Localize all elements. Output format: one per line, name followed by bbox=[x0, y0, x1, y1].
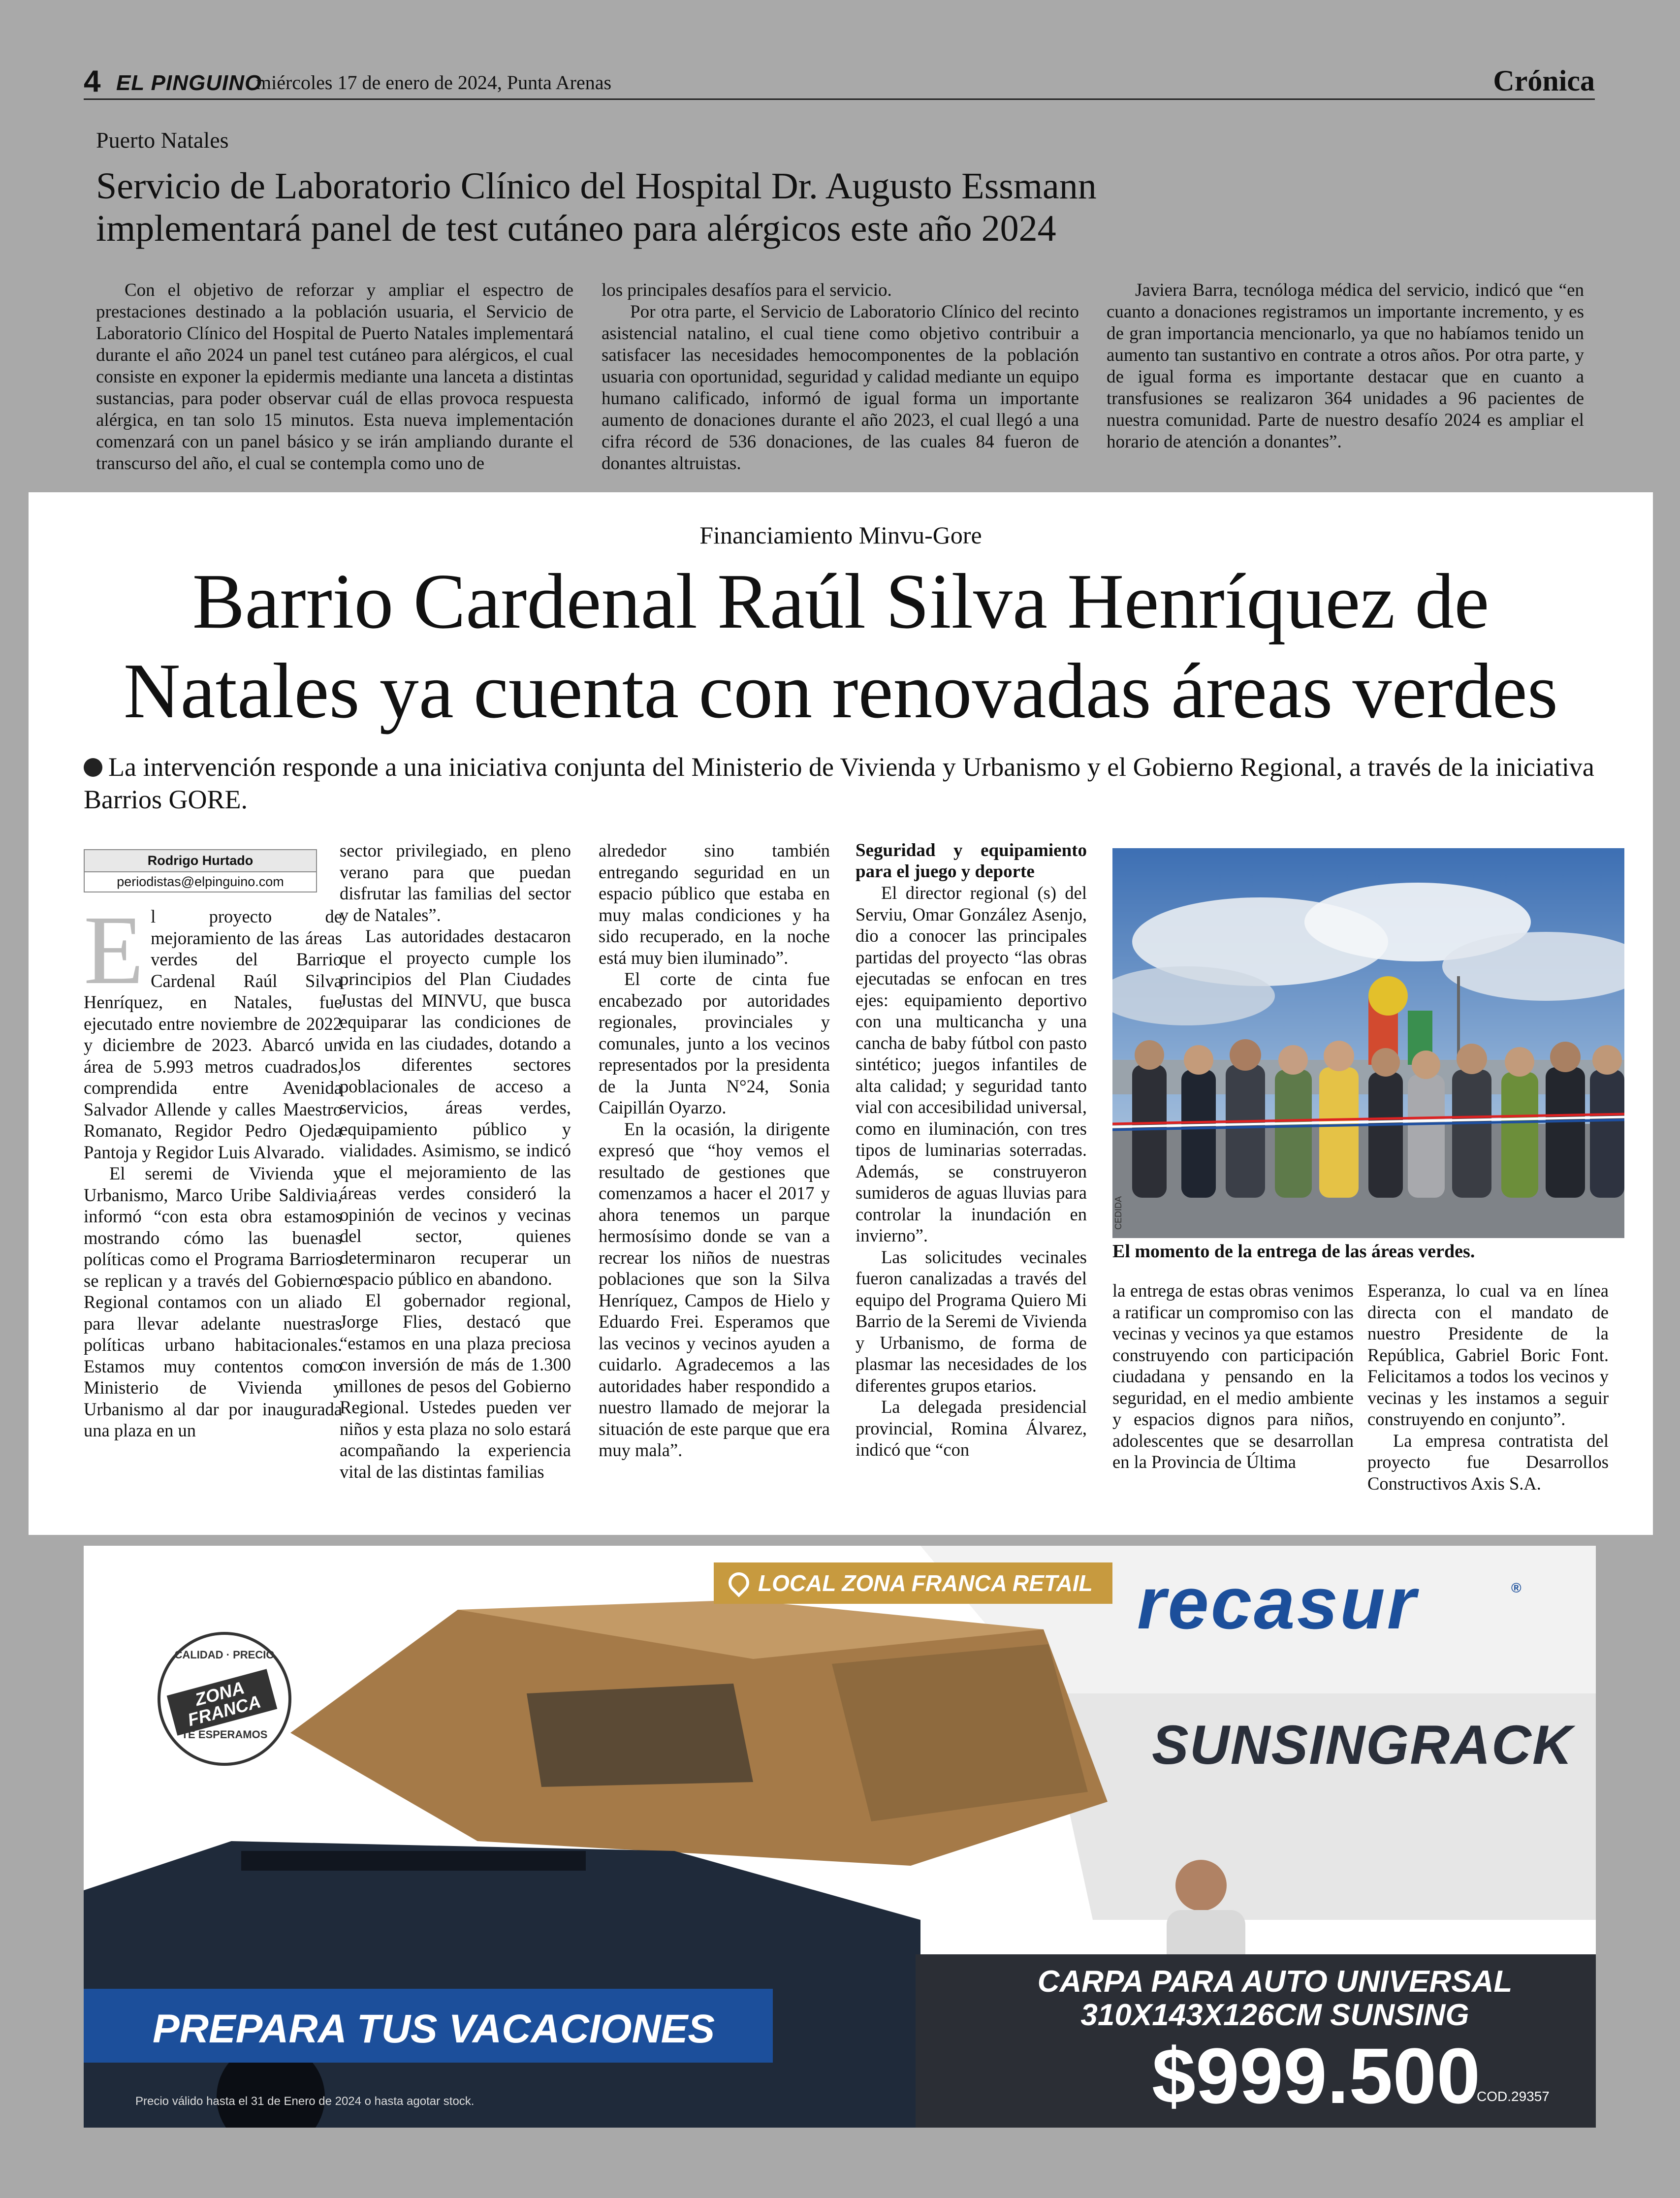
paragraph: La delegada presidencial provincial, Romina Álvarez, indicó que “con bbox=[856, 1397, 1087, 1460]
main-article-headline bbox=[78, 556, 1604, 735]
paragraph: Las solicitudes vecinales fueron canalizadas a través del equipo del Programa Quiero Mi Barrio de la Seremi de Vivienda y Urbanismo, de forma de plasmar las necesidades de los diferentes grupos etarios. bbox=[856, 1246, 1087, 1396]
seal-center-text: ZONA FRANCA bbox=[167, 1669, 278, 1735]
byline-author: Rodrigo Hurtado bbox=[85, 850, 316, 872]
drop-cap: E bbox=[84, 896, 144, 1005]
main-headline-line-1: Barrio Cardenal Raúl Silva Henríquez de bbox=[192, 557, 1490, 645]
section-title: Crónica bbox=[1493, 64, 1595, 97]
paragraph: alrededor sino también entregando seguridad en un espacio público que estaba en muy malas condiciones y ha sido recuperado, en la noche está muy bien iluminado”. bbox=[599, 840, 830, 968]
article-photo bbox=[1112, 848, 1624, 1238]
ad-location-text: LOCAL ZONA FRANCA RETAIL bbox=[758, 1570, 1093, 1596]
main-article-column-5 bbox=[1112, 1280, 1354, 1473]
top-article-column-1 bbox=[96, 280, 573, 475]
page-number: 4 bbox=[84, 64, 101, 98]
location-pin-icon bbox=[724, 1568, 753, 1597]
top-article-kicker: Puerto Natales bbox=[96, 127, 229, 153]
byline-email: periodistas@elpinguino.com bbox=[117, 874, 284, 889]
seal-top-text: CALIDAD · PRECIO bbox=[174, 1649, 275, 1661]
main-article-column-1 bbox=[84, 896, 342, 1441]
page-header bbox=[84, 64, 1595, 100]
photo-caption: El momento de la entrega de las áreas verdes. bbox=[1112, 1241, 1475, 1262]
main-article-lead bbox=[84, 751, 1629, 816]
car-illustration bbox=[84, 1841, 920, 2128]
top-article-column-2 bbox=[602, 280, 1079, 475]
paragraph: los principales desafíos para el servicio. bbox=[602, 280, 892, 300]
top-article-column-3 bbox=[1107, 280, 1584, 453]
paragraph: la entrega de estas obras venimos a ratificar un compromiso con las vecinas y vecinos ya que estamos construyendo con participación ciudadana y pensando en la seguridad, en el medio ambiente y espacios dignos para niños, adolescentes que se desarrollan en la Provincia de Última bbox=[1112, 1280, 1354, 1472]
seal-bottom-text: TE ESPERAMOS bbox=[181, 1728, 268, 1741]
newspaper-masthead: EL PINGUINO bbox=[116, 71, 262, 95]
ad-location-badge bbox=[714, 1562, 1112, 1604]
main-article-column-4 bbox=[856, 840, 1087, 1461]
paragraph: Por otra parte, el Servicio de Laboratorio Clínico del recinto asistencial natalino, el cual tiene como objetivo contribuir a satisfacer las necesidades hemocomponentes de la población usuaria con oportunidad, seguridad y calidad mediante un equipo humano calificado, informó de igual forma un importante aumento de donaciones durante el año 2023, el cual llegó a una cifra récord de 536 donaciones, de las cuales 84 fueron de donantes altruistas. bbox=[602, 302, 1079, 474]
ribbon-cutting-photo bbox=[1112, 848, 1624, 1238]
main-article-kicker: Financiamiento Minvu-Gore bbox=[699, 521, 982, 549]
dateline: miércoles 17 de enero de 2024, Punta Arenas bbox=[256, 71, 612, 94]
paragraph: El seremi de Vivienda y Urbanismo, Marco Uribe Saldivia, informó “con esta obra estamos mostrando cómo las buenas políticas como el Programa Barrios se replican y a través del Gobierno Regional contamos con un aliado para llevar adelante nuestras políticas urbano habitacionales. Estamos muy contentos como Ministerio de Vivienda y Urbanismo al dar por inaugurada una plaza en un bbox=[84, 1163, 342, 1440]
product-price: $999.500 bbox=[1152, 2032, 1481, 2120]
paragraph: Las autoridades destacaron que el proyecto cumple los principios del Plan Ciudades Justas del MINVU, que busca equiparar las condiciones de vida en las ciudades, dotando a los diferentes sectores poblacionales de acceso a servicios, áreas verdes, equipamiento público y vialidades. Asimismo, se indicó que el mejoramiento de las áreas verdes consideró la opinión de vecinos y vecinas del sector, quienes determinaron recuperar un espacio público en abandono. bbox=[340, 926, 571, 1289]
top-headline-line-1: Servicio de Laboratorio Clínico del Hospital Dr. Augusto Essmann bbox=[96, 165, 1097, 207]
recasur-logo: recasur bbox=[1137, 1561, 1418, 1644]
registered-mark: ® bbox=[1511, 1580, 1522, 1595]
subheading: Seguridad y equipamiento para el juego y deporte bbox=[856, 840, 1087, 882]
paragraph: El director regional (s) del Serviu, Omar González Asenjo, dio a conocer las principales partidas del proyecto “las obras ejecutadas se enfocan en tres ejes: equipamiento deportivo con una multicancha y una cancha de baby fútbol con pasto sintético; juegos infantiles de alta calidad; y seguridad tanto vial con accesibilidad universal, como en iluminación, con tres tipos de luminarias soterradas. Además, se construyeron sumideros de aguas lluvias para controlar la inundación en invierno”. bbox=[856, 883, 1087, 1245]
ad-tagline: PREPARA TUS VACACIONES bbox=[153, 2007, 715, 2051]
paragraph: Javiera Barra, tecnóloga médica del servicio, indicó que “en cuanto a donaciones registramos un importante incremento, y es de gran importancia mencionarlo, ya que no habíamos tenido un aumento tan sustantivo en contrate a otros años. Por otra parte, y de igual forma es importante destacar que en cuanto a transfusiones se realizaron 364 unidades a 96 pacientes de nuestra comunidad. Parte de nuestro desafío 2024 es ampliar el horario de atención a donantes”. bbox=[1107, 280, 1584, 452]
paragraph bbox=[84, 896, 342, 1163]
product-line-2: 310X143X126CM SUNSING bbox=[1080, 1998, 1469, 2032]
product-code: COD.29357 bbox=[1477, 2089, 1550, 2104]
main-article-column-6 bbox=[1367, 1280, 1609, 1494]
paragraph: sector privilegiado, en pleno verano para que puedan disfrutar las familias del sector y de Natales”. bbox=[340, 840, 571, 925]
paragraph: El corte de cinta fue encabezado por autoridades regionales, provinciales y comunales, junto a los vecinos representados por la presidenta de la Junta N°24, Sonia Caipillán Oyarzo. bbox=[599, 969, 830, 1117]
top-headline-line-2: implementará panel de test cutáneo para alérgicos este año 2024 bbox=[96, 208, 1056, 249]
product-description bbox=[1029, 1965, 1521, 2032]
product-line-1: CARPA PARA AUTO UNIVERSAL bbox=[1037, 1965, 1513, 1999]
paragraph-text: l proyecto de mejoramiento de las áreas verdes del Barrio Cardenal Raúl Silva Henríquez, en Natales, fue ejecutado entre noviembre de 2022 y diciembre de 2023. Abarcó un área de 5.993 metros cuadrados, comprendida entre Avenida Salvador Allende y calles Maestro Romanato, Regidor Pedro Ojeda Pantoja y Regidor Luis Alvarado. bbox=[84, 906, 342, 1162]
main-article bbox=[29, 492, 1653, 1535]
top-article-headline bbox=[96, 165, 1376, 250]
paragraph: El gobernador regional, Jorge Flies, destacó que “estamos en una plaza preciosa con inversión de más de 1.300 millones de pesos del Gobierno Regional. Ustedes pueden ver niños y esta plaza no solo estará acompañando la experiencia vital de las distintas familias bbox=[340, 1290, 571, 1482]
bullet-icon bbox=[84, 758, 102, 777]
paragraph: Con el objetivo de reforzar y ampliar el espectro de prestaciones destinado a la población usuaria, el Servicio de Laboratorio Clínico del Hospital de Puerto Natales implementará durante el año 2024 un panel test cutáneo para alérgicos, el cual consiste en exponer la epidermis mediante una lanceta a distintas sustancias, para poder observar cuál de ellas provoca respuesta alérgica, en tan solo 15 minutos. Esta nueva implementación comenzará con un panel básico y se irán ampliando durante el transcurso del año, el cual se contempla como uno de bbox=[96, 280, 573, 474]
sunsingrack-logo: SUNSINGRACK bbox=[1152, 1714, 1573, 1776]
main-headline-line-2: Natales ya cuenta con renovadas áreas verdes bbox=[123, 647, 1558, 734]
tent-illustration bbox=[290, 1600, 1108, 1866]
photo-credit: CEDIDA bbox=[1113, 1196, 1123, 1230]
lead-text: La intervención responde a una iniciativa conjunta del Ministerio de Vivienda y Urbanismo y el Gobierno Regional, a través de la iniciativa Barrios GORE. bbox=[84, 752, 1594, 814]
byline bbox=[84, 849, 317, 892]
zona-franca-seal bbox=[158, 1632, 291, 1766]
paragraph: En la ocasión, la dirigente expresó que “hoy vemos el resultado de gestiones que comenzamos a hacer el 2017 y ahora tenemos un parque hermosísimo donde se van a recrear los niños de nuestras poblaciones que son la Silva Henríquez, Campos de Hielo y Eduardo Frei. Esperamos que las vecinos y vecinos ayuden a cuidarlo. Agradecemos a las autoridades haber respondido a nuestro llamado de mejorar la situación de este parque que era muy mala”. bbox=[599, 1118, 830, 1460]
main-article-column-3 bbox=[599, 840, 830, 1461]
ad-disclaimer: Precio válido hasta el 31 de Enero de 2024 o hasta agotar stock. bbox=[135, 2095, 475, 2108]
advertisement[interactable] bbox=[84, 1546, 1596, 2128]
main-article-column-2 bbox=[340, 840, 571, 1482]
paragraph: La empresa contratista del proyecto fue Desarrollos Constructivos Axis S.A. bbox=[1367, 1430, 1609, 1494]
paragraph: Esperanza, lo cual va en línea directa con el mandato de nuestro Presidente de la República, Gabriel Boric Font. Felicitamos a todos los vecinos y vecinas y les instamos a seguir construyendo en conjunto”. bbox=[1367, 1280, 1609, 1429]
